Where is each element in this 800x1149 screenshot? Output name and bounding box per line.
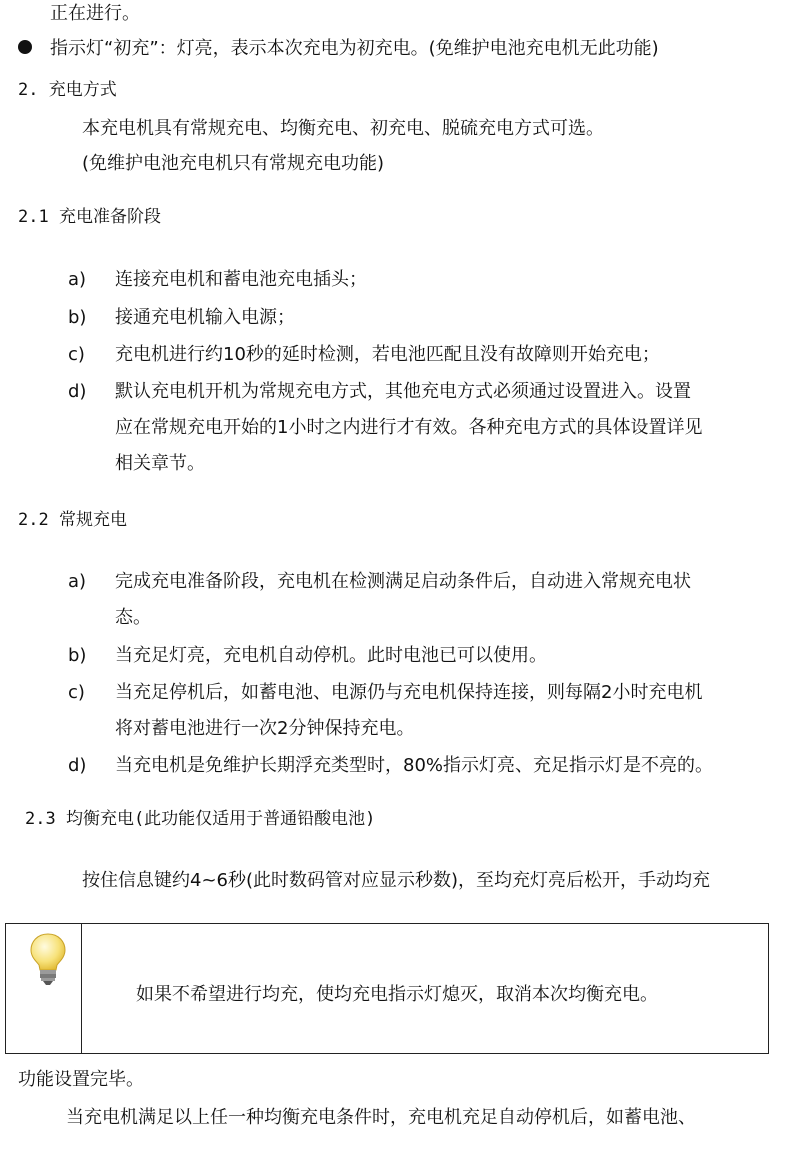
list-label: a)	[68, 571, 87, 592]
text-line: 当充电机满足以上任一种均衡充电条件时，充电机充足自动停机后，如蓄电池、	[66, 1107, 696, 1128]
list-label: c)	[68, 682, 85, 703]
section-heading: 2.1 充电准备阶段	[18, 207, 161, 227]
list-label: b)	[68, 645, 87, 666]
list-label: d)	[68, 755, 87, 776]
list-item: 连接充电机和蓄电池充电插头；	[115, 269, 367, 290]
section-heading: 2. 充电方式	[18, 80, 117, 100]
bullet-icon	[18, 40, 32, 54]
text-line: 功能设置完毕。	[18, 1069, 144, 1090]
list-item: 充电机进行约10秒的延时检测，若电池匹配且没有故障则开始充电；	[115, 344, 660, 365]
section-heading: 2.3 均衡充电(此功能仅适用于普通铅酸电池)	[25, 809, 376, 829]
text-line: 正在进行。	[50, 3, 140, 24]
list-label: a)	[68, 269, 87, 290]
list-item: 当充足灯亮，充电机自动停机。此时电池已可以使用。	[115, 645, 547, 666]
list-item: 完成充电准备阶段，充电机在检测满足启动条件后，自动进入常规充电状	[115, 571, 691, 592]
note-divider	[81, 924, 82, 1053]
section-heading: 2.2 常规充电	[18, 510, 127, 530]
list-item-continuation: 相关章节。	[115, 453, 205, 474]
note-text: 如果不希望进行均充，使均充电指示灯熄灭，取消本次均衡充电。	[136, 984, 658, 1005]
list-label: b)	[68, 307, 87, 328]
text-line: 按住信息键约4~6秒(此时数码管对应显示秒数)，至均充灯亮后松开，手动均充	[82, 870, 711, 891]
list-label: d)	[68, 381, 87, 402]
list-item: 当充足停机后，如蓄电池、电源仍与充电机保持连接，则每隔2小时充电机	[115, 682, 703, 703]
text-line: 指示灯“初充”：灯亮，表示本次充电为初充电。(免维护电池充电机无此功能)	[50, 38, 659, 59]
list-label: c)	[68, 344, 85, 365]
list-item-continuation: 应在常规充电开始的1小时之内进行才有效。各种充电方式的具体设置详见	[115, 417, 703, 438]
list-item: 当充电机是免维护长期浮充类型时，80%指示灯亮、充足指示灯是不亮的。	[115, 755, 714, 776]
text-line: 本充电机具有常规充电、均衡充电、初充电、脱硫充电方式可选。	[82, 118, 604, 139]
list-item: 接通充电机输入电源；	[115, 307, 295, 328]
list-item-continuation: 将对蓄电池进行一次2分钟保持充电。	[115, 718, 415, 739]
list-item: 默认充电机开机为常规充电方式，其他充电方式必须通过设置进入。设置	[115, 381, 691, 402]
text-line: (免维护电池充电机只有常规充电功能)	[82, 153, 385, 174]
lightbulb-icon	[28, 932, 68, 986]
note-box	[5, 923, 769, 1054]
list-item-continuation: 态。	[115, 607, 151, 628]
